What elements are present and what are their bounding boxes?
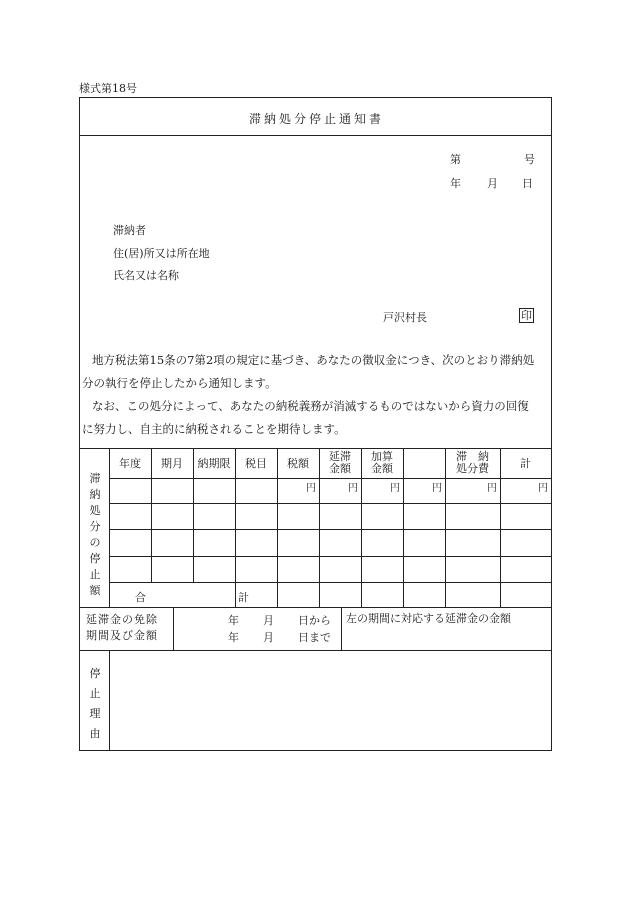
grid-v	[193, 448, 194, 582]
date-day: 日	[522, 177, 533, 190]
col-deadline: 納期限	[197, 457, 231, 470]
body-para1-line1: 地方税法第15条の7第2項の規定に基づき、あなたの徴収金につき、次のとおり滞納処	[92, 353, 535, 367]
exemption-to-year: 年	[228, 631, 239, 644]
address-label: 住(居)所又は所在地	[113, 247, 210, 260]
form-number: 様式第18号	[79, 82, 137, 95]
grid-v	[403, 448, 404, 607]
number-prefix: 第	[450, 153, 461, 166]
exemption-from-day: 日から	[298, 614, 331, 627]
grid-v	[341, 607, 342, 650]
grid-h	[109, 582, 551, 583]
col-delinquency: 延滞 金額	[329, 450, 351, 475]
grid-v	[235, 448, 236, 607]
col-tax-item: 税目	[245, 457, 267, 470]
exemption-from-month: 月	[263, 614, 274, 627]
reason-content-area[interactable]	[115, 658, 545, 744]
exemption-from-year: 年	[228, 614, 239, 627]
name-label: 氏名又は名称	[113, 269, 179, 282]
reason-label: 停 止 理 由	[89, 667, 101, 740]
reason-divider	[109, 650, 110, 750]
total-row-label-left: 合	[135, 591, 146, 604]
divider-reason-top	[80, 650, 551, 651]
issuer-name: 戸沢村長	[383, 311, 427, 324]
grid-h	[109, 503, 551, 504]
side-label-column: 滞 納 処 分 の 停 止 額	[89, 472, 101, 597]
col-tax-amount: 税額	[287, 457, 309, 470]
delinquent-label: 滞納者	[113, 224, 146, 237]
col-disposal-fee: 滞 納 処分費	[456, 450, 489, 475]
grid-v	[361, 448, 362, 607]
grid-h	[109, 478, 551, 479]
total-row-label-right: 計	[238, 591, 249, 604]
grid-v	[500, 448, 501, 607]
body-para2-line2: に努力し、自主的に納税されることを期待します。	[82, 422, 346, 436]
grid-v	[277, 448, 278, 607]
yen-additional: 円	[390, 483, 400, 494]
yen-disposal-fee: 円	[487, 483, 497, 494]
exemption-note: 左の期間に対応する延滞金の金額	[346, 612, 511, 625]
exemption-to-day: 日まで	[298, 631, 331, 644]
grid-h	[109, 556, 551, 557]
body-para2-line1: なお、この処分によって、あなたの納税義務が消滅するものではないから資力の回復	[92, 399, 529, 413]
document-title: 滞納処分停止通知書	[248, 112, 384, 126]
notice-form	[79, 97, 552, 751]
number-suffix: 号	[524, 153, 535, 166]
yen-tax-amount: 円	[306, 483, 316, 494]
exemption-to-month: 月	[263, 631, 274, 644]
divider-exemption-top	[80, 607, 551, 608]
exemption-label: 延滞金の免除 期間及び金額	[86, 613, 158, 642]
date-month: 月	[487, 177, 498, 190]
seal-mark: 印	[521, 309, 532, 322]
grid-v	[319, 448, 320, 607]
col-term: 期月	[161, 457, 183, 470]
yen-delinquency: 円	[348, 483, 358, 494]
grid-v	[445, 448, 446, 607]
grid-v	[151, 448, 152, 582]
col-additional: 加算 金額	[371, 450, 393, 475]
yen-total: 円	[538, 483, 548, 494]
yen-blank: 円	[432, 483, 442, 494]
date-year: 年	[450, 177, 461, 190]
side-label-divider	[109, 448, 110, 607]
col-total: 計	[520, 457, 531, 470]
divider-title	[80, 135, 551, 136]
body-para1-line2: 分の執行を停止したから通知します。	[82, 376, 277, 390]
col-fiscal-year: 年度	[119, 457, 141, 470]
grid-h	[109, 529, 551, 530]
grid-v	[173, 607, 174, 650]
